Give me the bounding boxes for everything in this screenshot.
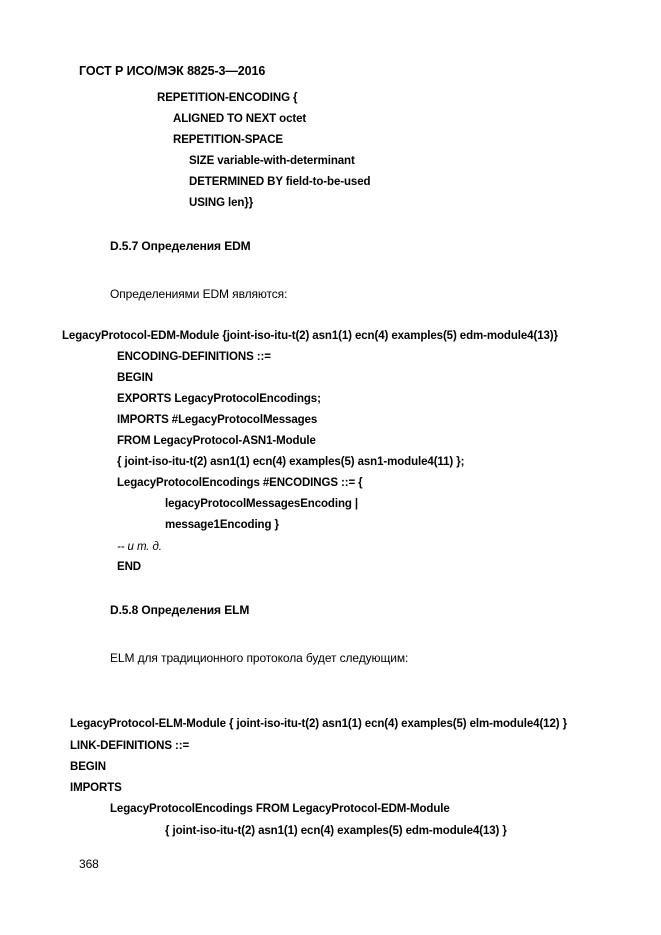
code-line: ALIGNED TO NEXT octet: [173, 113, 307, 125]
section-intro: Определениями EDM являются:: [110, 287, 288, 301]
code-line: REPETITION-ENCODING {: [157, 92, 298, 104]
code-line: { joint-iso-itu-t(2) asn1(1) ecn(4) examples(5) asn1-module4(11) };: [117, 456, 465, 468]
code-line: SIZE variable-with-determinant: [189, 155, 355, 167]
code-line: legacyProtocolMessagesEncoding |: [165, 498, 359, 510]
code-line: END: [117, 561, 141, 573]
section-heading: D.5.8 Определения ELM: [110, 603, 250, 617]
code-line: ENCODING-DEFINITIONS ::=: [117, 351, 271, 363]
code-line: LegacyProtocol-EDM-Module {joint-iso-itu-t(2) asn1(1) ecn(4) examples(5) edm-module4(13)}: [62, 330, 558, 342]
code-comment: -- и т. д.: [117, 541, 162, 553]
code-line: DETERMINED BY field-to-be-used: [189, 176, 371, 188]
page-number: 368: [79, 857, 99, 871]
code-line: REPETITION-SPACE: [173, 134, 284, 146]
code-line: EXPORTS LegacyProtocolEncodings;: [117, 393, 321, 405]
code-line: FROM LegacyProtocol-ASN1-Module: [117, 435, 316, 447]
code-line: BEGIN: [70, 761, 106, 773]
code-line: { joint-iso-itu-t(2) asn1(1) ecn(4) examples(5) edm-module4(13) }: [165, 825, 507, 837]
code-line: LINK-DEFINITIONS ::=: [70, 740, 190, 752]
code-line: USING len}}: [189, 197, 254, 209]
code-line: IMPORTS: [70, 782, 122, 794]
code-line: BEGIN: [117, 372, 153, 384]
section-heading: D.5.7 Определения EDM: [110, 239, 251, 253]
code-line: message1Encoding }: [165, 519, 279, 531]
code-line: LegacyProtocolEncodings #ENCODINGS ::= {: [117, 477, 363, 489]
code-line: LegacyProtocol-ELM-Module { joint-iso-itu-t(2) asn1(1) ecn(4) examples(5) elm-module4(12) }: [70, 718, 567, 730]
section-intro: ELM для традиционного протокола будет следующим:: [110, 651, 409, 665]
code-line: LegacyProtocolEncodings FROM LegacyProtocol-EDM-Module: [110, 803, 450, 815]
code-line: IMPORTS #LegacyProtocolMessages: [117, 414, 318, 426]
standard-code: ГОСТ Р ИСО/МЭК 8825-3—2016: [79, 64, 266, 78]
